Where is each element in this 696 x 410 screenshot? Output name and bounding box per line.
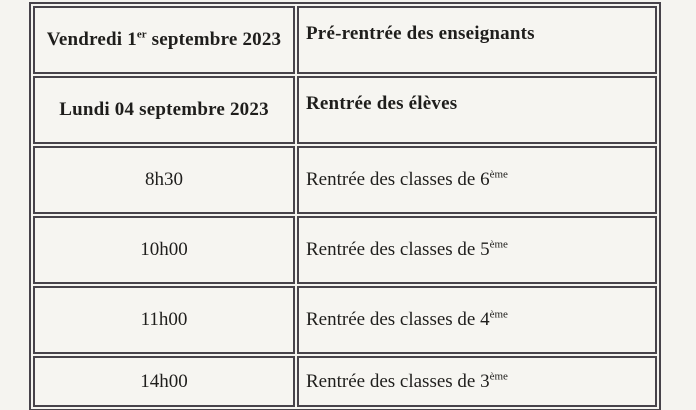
time-text: 10h00: [140, 239, 188, 260]
event-text: Pré-rentrée des enseignants: [306, 23, 535, 44]
table-row: [33, 216, 657, 284]
date-cell: [33, 76, 295, 144]
ordinal-superscript: ème: [489, 370, 508, 383]
time-cell: [33, 216, 295, 284]
event-cell: [297, 6, 657, 74]
time-text: 14h00: [140, 370, 188, 392]
event-cell: [297, 76, 657, 144]
ordinal-superscript: er: [136, 28, 147, 41]
ordinal-superscript: ème: [489, 238, 508, 251]
time-cell: [33, 286, 295, 354]
ordinal-superscript: ème: [489, 168, 508, 181]
table-row: [33, 286, 657, 354]
time-text: 11h00: [140, 309, 188, 330]
event-text: Rentrée des élèves: [306, 93, 458, 114]
table-row: [33, 76, 657, 144]
date-text-rest: septembre 2023: [146, 29, 282, 50]
event-text: Rentrée des classes de 3: [306, 370, 490, 392]
rentree-schedule-table: [29, 2, 661, 410]
time-cell: [33, 146, 295, 214]
ordinal-superscript: ème: [489, 308, 508, 321]
time-cell: [33, 356, 295, 407]
time-text: 8h30: [145, 169, 183, 190]
event-cell: [297, 286, 657, 354]
event-text: Rentrée des classes de 4: [306, 309, 490, 330]
table-row: [33, 146, 657, 214]
event-text: Rentrée des classes de 5: [306, 239, 490, 260]
table-row: [33, 356, 657, 407]
event-text: Rentrée des classes de 6: [306, 169, 490, 190]
date-text: Lundi 04 septembre 2023: [59, 99, 269, 120]
date-text: Vendredi 1: [46, 29, 137, 50]
event-cell: [297, 146, 657, 214]
table-row: [33, 6, 657, 74]
event-cell: [297, 216, 657, 284]
event-cell: [297, 356, 657, 407]
date-cell: [33, 6, 295, 74]
